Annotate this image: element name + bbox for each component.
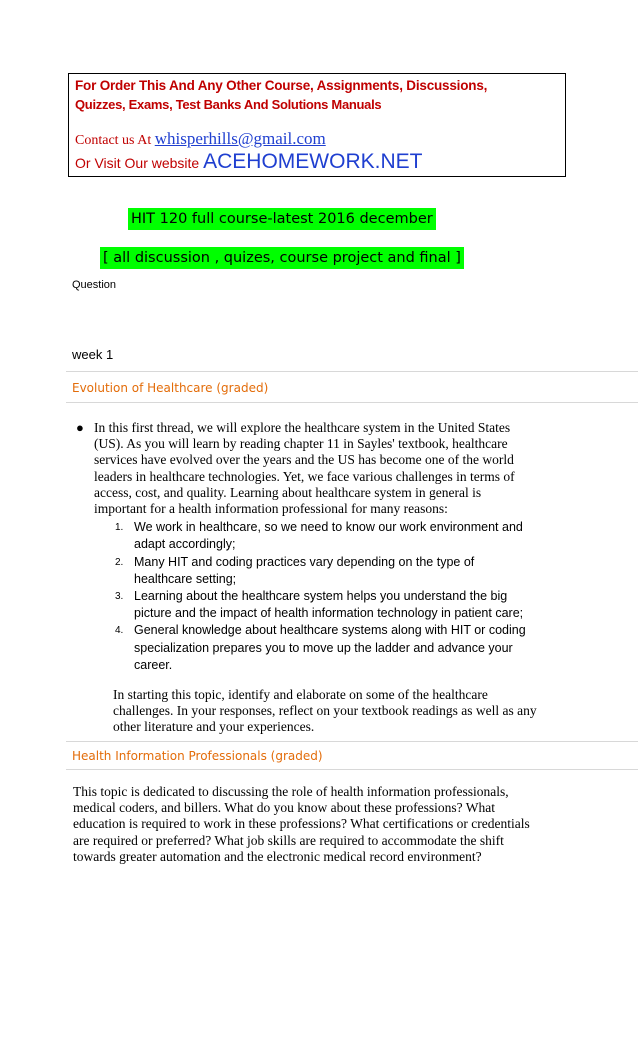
list-item-line: Learning about the healthcare system helps you understand the big (134, 589, 508, 604)
prompt-line: This topic is dedicated to discussing the role of health information professionals, (73, 784, 509, 799)
divider (66, 741, 638, 742)
prompt-line: (US). As you will learn by reading chapter 11 in Sayles' textbook, healthcare (94, 436, 508, 452)
closing-prompt (113, 687, 583, 736)
prompt-line: medical coders, and billers. What do you know about these professions? What (73, 800, 496, 816)
reasons-list (94, 519, 564, 674)
visit-line (75, 150, 422, 174)
list-item-line: picture and the impact of health information technology in patient care; (134, 606, 524, 621)
prompt-line: towards greater automation and the electronic medical record environment? (73, 848, 482, 864)
list-item-line: We work in healthcare, so we need to know our work environment and (134, 520, 523, 535)
list-number: 3. (115, 591, 124, 603)
prompt-line: education is required to work in these professions? What certifications or credentials (73, 816, 530, 832)
promo-box (68, 73, 566, 177)
divider (66, 769, 638, 770)
course-title: HIT 120 full course-latest 2016 december (128, 208, 436, 230)
week-label: week 1 (72, 347, 114, 362)
prompt-line: are required or preferred? What job skills are required to accommodate the shift (73, 832, 504, 848)
question-label: Question (72, 279, 117, 291)
section-heading-evolution: Evolution of Healthcare (graded) (72, 381, 269, 395)
closing-line: In starting this topic, identify and elaborate on some of the healthcare (113, 687, 488, 702)
course-subtitle: [ all discussion , quizes, course project and final ] (100, 247, 464, 269)
list-number: 1. (115, 522, 124, 534)
prompt-line: access, cost, and quality. Learning about healthcare system in general is (94, 484, 482, 500)
promo-line-1: For Order This And Any Other Course, Assignments, Discussions, (75, 78, 488, 93)
list-item-line: career. (134, 657, 173, 672)
website-link[interactable]: ACEHOMEWORK.NET (203, 150, 423, 173)
prompt-line: In this first thread, we will explore the healthcare system in the United States (94, 420, 511, 435)
prompt-line: services have evolved over the years and the US has become one of the world (94, 452, 514, 468)
list-item-line: healthcare setting; (134, 571, 237, 586)
list-number: 2. (115, 556, 124, 568)
list-item-line: General knowledge about healthcare systems along with HIT or coding (134, 623, 526, 638)
closing-line: challenges. In your responses, reflect on your textbook readings as well as any (113, 703, 537, 719)
list-item (115, 622, 564, 674)
bullet-icon: ● (76, 420, 84, 435)
divider (66, 402, 638, 403)
list-item-line: specialization prepares you to move up the ladder and advance your (134, 640, 513, 655)
prompt-line: leaders in healthcare technologies. Yet, we face various challenges in terms of (94, 468, 515, 484)
discussion-prompt (76, 420, 564, 674)
divider (66, 371, 638, 372)
list-item-line: adapt accordingly; (134, 537, 236, 552)
list-item (115, 588, 564, 622)
contact-line (75, 129, 326, 149)
promo-line-2: Quizzes, Exams, Test Banks And Solutions Manuals (75, 97, 382, 112)
prompt-line: important for a health information professional for many reasons: (94, 501, 448, 517)
list-item (115, 554, 564, 588)
visit-label: Or Visit Our website (75, 155, 204, 171)
email-link[interactable]: whisperhills@gmail.com (154, 129, 326, 148)
list-number: 4. (115, 625, 124, 637)
closing-line: other literature and your experiences. (113, 719, 315, 735)
contact-label: Contact us At (75, 133, 155, 148)
professionals-prompt (73, 784, 563, 865)
list-item-line: Many HIT and coding practices vary depending on the type of (134, 554, 475, 569)
section-heading-professionals: Health Information Professionals (graded) (72, 749, 323, 763)
list-item (115, 519, 564, 553)
